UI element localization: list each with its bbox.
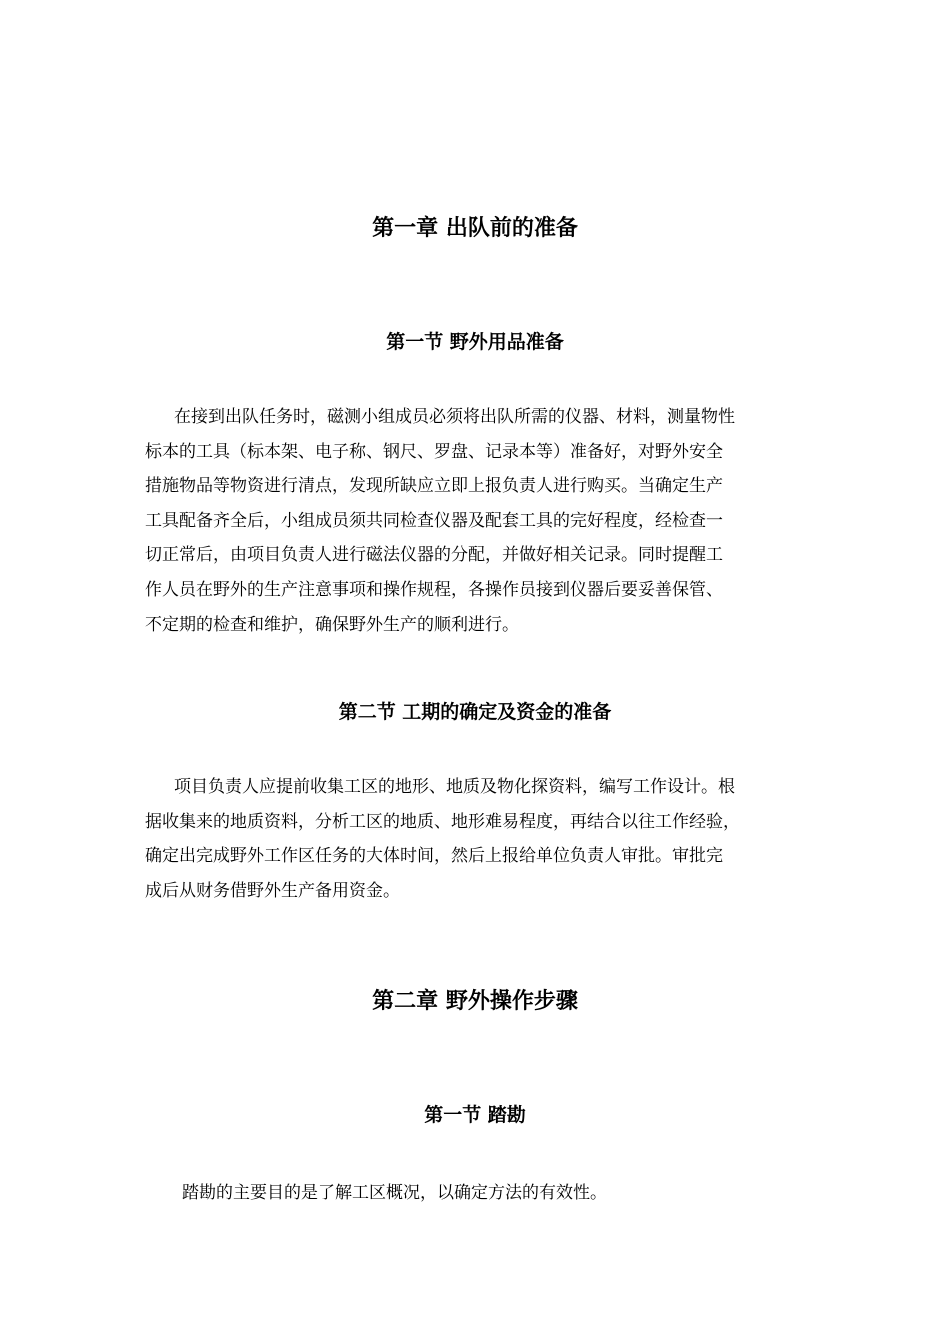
paragraph-line: 切正常后，由项目负责人进行磁法仪器的分配，并做好相关记录。同时提醒工	[145, 545, 723, 566]
chapter-1-section-1-paragraph	[145, 400, 825, 642]
paragraph-line: 不定期的检查和维护，确保野外生产的顺利进行。	[145, 614, 519, 635]
chapter-2-section-1-paragraph	[145, 1176, 825, 1211]
paragraph-line: 踏勘的主要目的是了解工区概况，以确定方法的有效性。	[182, 1183, 607, 1203]
paragraph-line: 成后从财务借野外生产备用资金。	[145, 880, 400, 901]
paragraph-line: 措施物品等物资进行清点，发现所缺应立即上报负责人进行购买。当确定生产	[145, 476, 723, 497]
paragraph-line: 确定出完成野外工作区任务的大体时间，然后上报给单位负责人审批。审批完	[145, 846, 723, 867]
paragraph-line: 在接到出队任务时，磁测小组成员必须将出队所需的仪器、材料，测量物性	[174, 407, 735, 427]
chapter-1-section-1-title: 第一节 野外用品准备	[386, 331, 564, 353]
paragraph-line: 项目负责人应提前收集工区的地形、地质及物化探资料，编写工作设计。根	[174, 777, 735, 797]
paragraph-line: 作人员在野外的生产注意事项和操作规程，各操作员接到仪器后要妥善保管、	[145, 579, 723, 600]
paragraph-line: 标本的工具（标本架、电子称、钢尺、罗盘、记录本等）准备好，对野外安全	[145, 441, 723, 462]
paragraph-line: 工具配备齐全后，小组成员须共同检查仪器及配套工具的完好程度，经检查一	[145, 510, 723, 531]
chapter-2-section-1-title: 第一节 踏勘	[424, 1104, 526, 1126]
chapter-1-section-2-paragraph	[145, 770, 825, 908]
chapter-2-title: 第二章 野外操作步骤	[372, 988, 578, 1014]
paragraph-line: 据收集来的地质资料，分析工区的地质、地形难易程度，再结合以往工作经验，	[145, 811, 740, 832]
chapter-1-title: 第一章 出队前的准备	[372, 215, 578, 241]
chapter-1-section-2-title: 第二节 工期的确定及资金的准备	[338, 701, 612, 723]
